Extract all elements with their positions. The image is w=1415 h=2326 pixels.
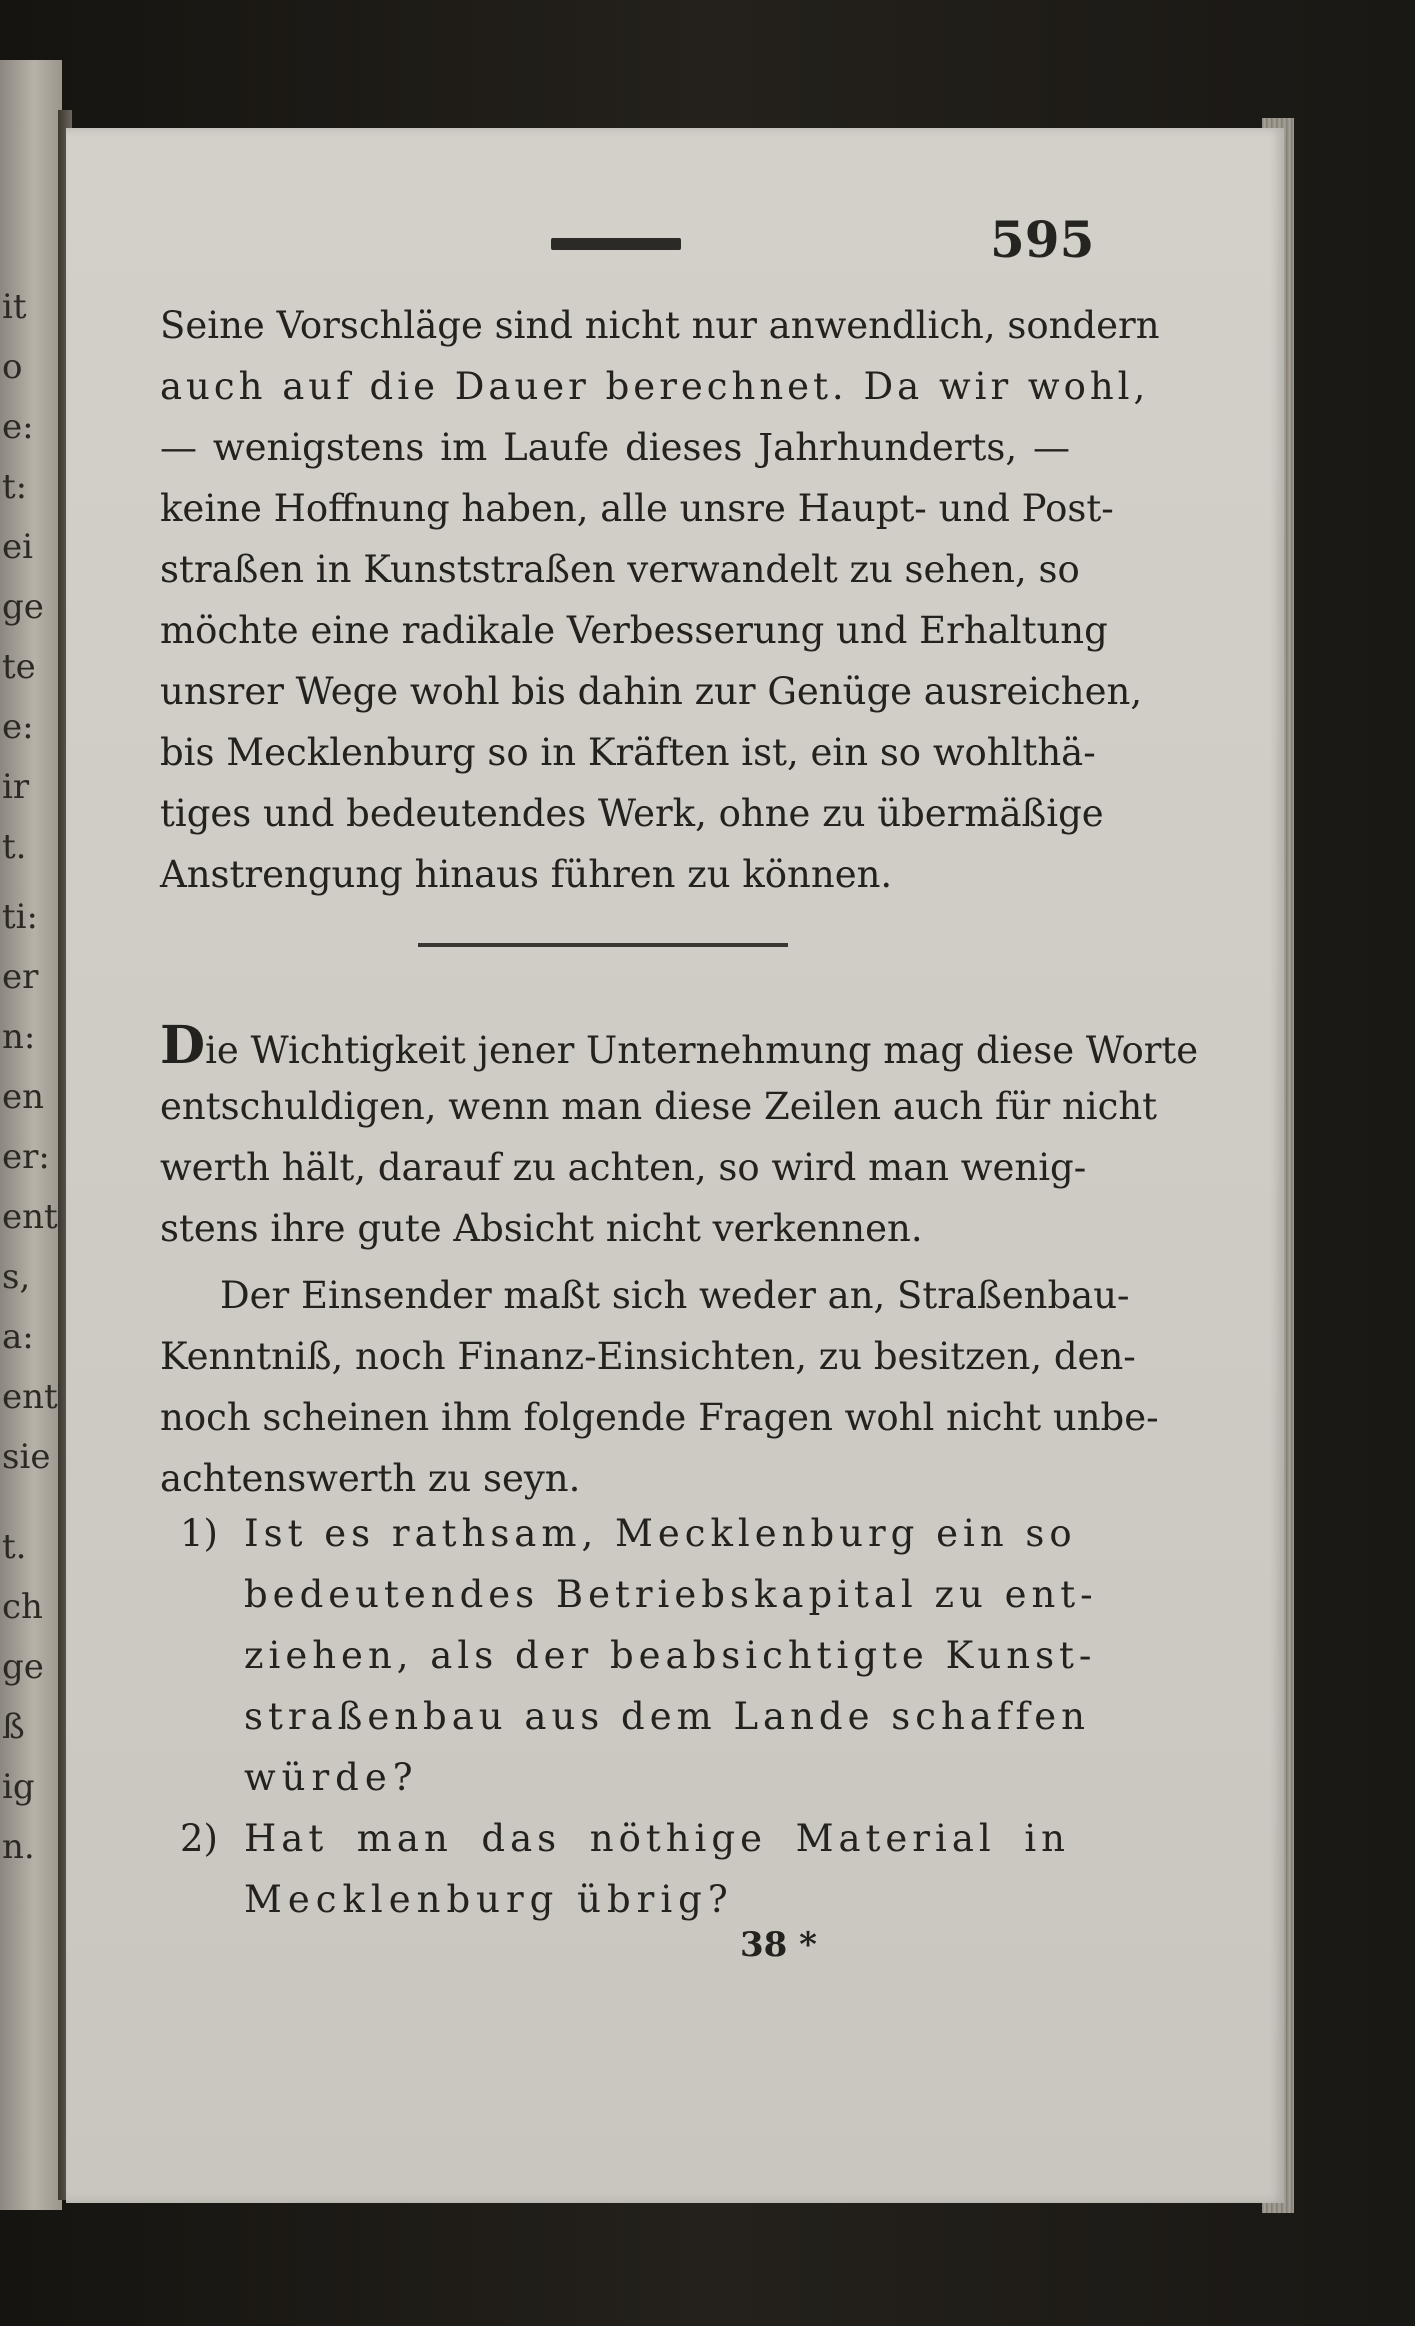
left-fragment: er xyxy=(2,957,39,997)
left-fragment: e: xyxy=(2,407,34,447)
text-line: Hat man das nöthige Material in xyxy=(244,1817,1070,1860)
section-divider xyxy=(418,943,788,947)
text-line: Der Einsender maßt sich weder an, Straßenbau- xyxy=(220,1274,1130,1317)
text-line: tiges und bedeutendes Werk, ohne zu übermäßige xyxy=(160,792,1104,835)
text-line: keine Hoffnung haben, alle unsre Haupt- und Post- xyxy=(160,487,1114,530)
left-fragment: it xyxy=(2,287,27,327)
text-line: straßenbau aus dem Lande schaffen xyxy=(244,1695,1090,1738)
sheet-signature: 38 * xyxy=(740,1925,817,1965)
left-fragment: t. xyxy=(2,827,27,867)
item-number: 1) xyxy=(180,1512,218,1555)
text-line: — wenigstens im Laufe dieses Jahrhunderts, — xyxy=(160,426,1070,469)
text-line: Ist es rathsam, Mecklenburg ein so xyxy=(244,1512,1077,1555)
left-fragment: ei xyxy=(2,527,33,567)
left-fragment: ig xyxy=(2,1767,35,1807)
left-fragment: t: xyxy=(2,467,28,507)
left-fragment: a: xyxy=(2,1317,34,1357)
left-fragment: er: xyxy=(2,1137,50,1177)
text-line: entschuldigen, wenn man diese Zeilen auch für nicht xyxy=(160,1085,1158,1128)
left-fragment: ge xyxy=(2,1647,44,1687)
text-line: Anstrengung hinaus führen zu können. xyxy=(160,853,893,896)
text-line: ziehen, als der beabsichtigte Kunst- xyxy=(244,1634,1097,1677)
page-number: 595 xyxy=(990,210,1095,269)
left-fragment: ent xyxy=(2,1197,58,1237)
text-line: bedeutendes Betriebskapital zu ent- xyxy=(244,1573,1098,1616)
text-line-rest: ie Wichtigkeit jener Unternehmung mag diese Worte xyxy=(205,1029,1199,1072)
text-line: Kenntniß, noch Finanz-Einsichten, zu besitzen, den- xyxy=(160,1335,1136,1378)
left-fragment: te xyxy=(2,647,36,687)
left-fragment: ß xyxy=(2,1707,25,1747)
text-line: unsrer Wege wohl bis dahin zur Genüge ausreichen, xyxy=(160,670,1143,713)
text-line: straßen in Kunststraßen verwandelt zu sehen, so xyxy=(160,548,1080,591)
initial-letter: D xyxy=(160,1015,206,1076)
text-line: Mecklenburg übrig? xyxy=(244,1878,734,1921)
list-item xyxy=(160,1808,1070,1930)
text-line xyxy=(160,1015,1199,1076)
left-fragment: n: xyxy=(2,1017,36,1057)
text-line: stens ihre gute Absicht nicht verkennen. xyxy=(160,1207,923,1250)
left-fragment: ir xyxy=(2,767,30,807)
left-fragment: en xyxy=(2,1077,45,1117)
left-fragment: sie xyxy=(2,1437,51,1477)
item-body xyxy=(244,1808,1070,1930)
left-fragment: n. xyxy=(2,1827,35,1867)
text-line: auch auf die Dauer berechnet. Da wir wohl, xyxy=(160,365,1150,408)
left-fragment: ti: xyxy=(2,897,38,937)
left-page-strip xyxy=(0,60,62,2210)
list-item xyxy=(160,1503,1098,1808)
text-line: möchte eine radikale Verbesserung und Erhaltung xyxy=(160,609,1108,652)
question-list xyxy=(160,1503,1098,1930)
text-line: Seine Vorschläge sind nicht nur anwendlich, sondern xyxy=(160,304,1160,347)
left-fragment: ge xyxy=(2,587,44,627)
text-line: noch scheinen ihm folgende Fragen wohl nicht unbe- xyxy=(160,1396,1159,1439)
left-fragment: ent xyxy=(2,1377,58,1417)
item-number: 2) xyxy=(180,1817,218,1860)
text-line: bis Mecklenburg so in Kräften ist, ein so wohlthä- xyxy=(160,731,1096,774)
left-fragment: t. xyxy=(2,1527,27,1567)
paragraph-sender xyxy=(160,1265,1159,1509)
left-fragment: e: xyxy=(2,707,34,747)
left-fragment: o xyxy=(2,347,23,387)
paragraph-importance xyxy=(160,1015,1199,1259)
item-body xyxy=(244,1503,1098,1808)
text-line: werth hält, darauf zu achten, so wird man wenig- xyxy=(160,1146,1087,1189)
left-fragment: ch xyxy=(2,1587,43,1627)
left-fragment: s, xyxy=(2,1257,31,1297)
paragraph-proposals xyxy=(160,295,1160,905)
text-line: würde? xyxy=(244,1756,419,1799)
header-ornament xyxy=(551,238,681,250)
text-line: achtenswerth zu seyn. xyxy=(160,1457,581,1500)
